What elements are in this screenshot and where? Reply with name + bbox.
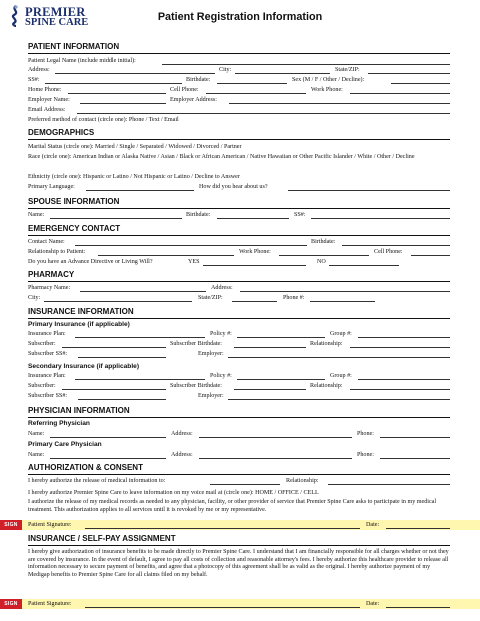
city-label: City: xyxy=(219,67,232,73)
pharmacy-name-field[interactable] xyxy=(80,291,206,292)
secondary-employer-field[interactable] xyxy=(228,399,450,400)
consent-signature-label: Patient Signature: xyxy=(28,522,72,528)
work-phone-label: Work Phone: xyxy=(311,87,343,93)
self-pay-date-label: Date: xyxy=(366,601,380,607)
spouse-name-label: Name: xyxy=(28,212,45,218)
sign-here-tag: SIGN xyxy=(0,599,22,609)
pharmacy-phone-field[interactable] xyxy=(310,301,375,302)
records-release-text: I authorize the release of my medical records as needed to any physician, facility, or other provider of service that Premier Spine Care asks to participate in my medical treatment. This authorization applies to all services until it is revoked by me or my representative. xyxy=(28,499,437,513)
sex-field[interactable] xyxy=(391,83,450,84)
employer-name-label: Employer Name: xyxy=(28,97,70,103)
cell-phone-field[interactable] xyxy=(206,93,306,94)
advance-directive-question: Do you have an Advance Directive or Living Will? xyxy=(28,259,153,265)
secondary-insurance-plan-label: Insurance Plan: xyxy=(28,373,66,379)
release-relationship-label: Relationship: xyxy=(286,478,319,484)
primary-group-field[interactable] xyxy=(358,337,450,338)
page-title: Patient Registration Information xyxy=(157,11,323,23)
section-heading-authorization-consent: AUTHORIZATION & CONSENT xyxy=(28,463,450,475)
consent-signature-field[interactable] xyxy=(85,528,360,529)
secondary-group-field[interactable] xyxy=(358,379,450,380)
spouse-name-field[interactable] xyxy=(50,218,182,219)
advance-directive-yes: YES xyxy=(188,259,200,265)
spouse-ssn-field[interactable] xyxy=(311,218,450,219)
address-field[interactable] xyxy=(55,73,215,74)
secondary-subscriber-field[interactable] xyxy=(62,389,166,390)
secondary-policy-field[interactable] xyxy=(237,379,325,380)
emergency-cell-phone-field[interactable] xyxy=(411,255,450,256)
pharmacy-phone-label: Phone #: xyxy=(283,295,305,301)
referring-physician-heading: Referring Physician xyxy=(28,420,90,427)
birthdate-field[interactable] xyxy=(217,83,287,84)
primary-subscriber-ssn-label: Subscriber SS#: xyxy=(28,351,68,357)
self-pay-signature-label: Patient Signature: xyxy=(28,601,72,607)
consent-date-label: Date: xyxy=(366,522,380,528)
pharmacy-state-zip-field[interactable] xyxy=(232,301,277,302)
primary-subscriber-field[interactable] xyxy=(62,347,166,348)
primary-group-label: Group #: xyxy=(330,331,352,337)
release-relationship-field[interactable] xyxy=(328,484,450,485)
emergency-birthdate-label: Birthdate: xyxy=(311,239,336,245)
release-info-label: I hereby authorize the release of medical information to: xyxy=(28,478,166,484)
email-label: Email Address: xyxy=(28,107,66,113)
employer-address-label: Employer Address: xyxy=(170,97,217,103)
relationship-to-patient-label: Relationship to Patient: xyxy=(28,249,86,255)
emergency-contact-name-field[interactable] xyxy=(75,245,307,246)
primary-care-address-label: Address: xyxy=(171,452,193,458)
advance-directive-no: NO xyxy=(317,259,326,265)
pharmacy-address-label: Address: xyxy=(211,285,233,291)
primary-insurance-heading: Primary Insurance (if applicable) xyxy=(28,321,130,328)
spouse-birthdate-field[interactable] xyxy=(217,218,289,219)
secondary-employer-label: Employer: xyxy=(198,393,224,399)
self-pay-date-field[interactable] xyxy=(386,607,450,608)
work-phone-field[interactable] xyxy=(350,93,450,94)
cell-phone-label: Cell Phone: xyxy=(170,87,199,93)
referring-physician-name-field[interactable] xyxy=(50,437,166,438)
referring-physician-address-field[interactable] xyxy=(199,437,352,438)
home-phone-label: Home Phone: xyxy=(28,87,62,93)
pharmacy-state-zip-label: State/ZIP: xyxy=(198,295,223,301)
primary-subscriber-label: Subscriber: xyxy=(28,341,56,347)
city-field[interactable] xyxy=(235,73,330,74)
sign-here-tag: SIGN xyxy=(0,520,22,530)
marital-status-question[interactable]: Marital Status (circle one): Married / Single / Separated / Widowed / Divorced / Partner xyxy=(28,144,242,150)
section-heading-patient-information: PATIENT INFORMATION xyxy=(28,42,450,54)
secondary-subscriber-ssn-field[interactable] xyxy=(78,399,166,400)
section-heading-physician-information: PHYSICIAN INFORMATION xyxy=(28,406,450,418)
referring-physician-phone-field[interactable] xyxy=(380,437,450,438)
release-info-field[interactable] xyxy=(210,484,280,485)
referring-physician-address-label: Address: xyxy=(171,431,193,437)
self-pay-signature-field[interactable] xyxy=(85,607,360,608)
self-pay-assignment-text: I hereby give authorization of insurance benefits to be made directly to Premier Spine Care. I understand that I am financially responsible for all charges whether or not they are covered by insurance. In the event of default, I agree to pay all costs of collection and reasonable attorney's fees. I hereby authorize this healthcare provider to release all information necessary to secure payment of benefits, and agree that a photocopy of this agreement shall be as valid as the original. I hereby authorize payment of my Medigap benefits to Premier Spine Care for all claims filed on my behalf. xyxy=(28,549,449,578)
referring-physician-name-label: Name: xyxy=(28,431,45,437)
primary-care-phone-field[interactable] xyxy=(380,458,450,459)
referring-physician-phone-label: Phone: xyxy=(357,431,374,437)
pharmacy-city-label: City: xyxy=(28,295,41,301)
emergency-work-phone-field[interactable] xyxy=(279,255,369,256)
primary-employer-field[interactable] xyxy=(228,357,450,358)
secondary-subscriber-birthdate-field[interactable] xyxy=(234,389,306,390)
address-label: Address: xyxy=(28,67,50,73)
emergency-contact-name-label: Contact Name: xyxy=(28,239,65,245)
secondary-policy-label: Policy #: xyxy=(210,373,232,379)
secondary-subscriber-label: Subscriber: xyxy=(28,383,56,389)
ssn-label: SS#: xyxy=(28,77,40,83)
primary-relationship-field[interactable] xyxy=(350,347,450,348)
ethnicity-question[interactable]: Ethnicity (circle one): Hispanic or Latino / Not Hispanic or Latino / Decline to Answer xyxy=(28,174,240,180)
state-zip-field[interactable] xyxy=(368,73,450,74)
secondary-group-label: Group #: xyxy=(330,373,352,379)
section-heading-pharmacy: PHARMACY xyxy=(28,270,450,282)
primary-care-name-label: Name: xyxy=(28,452,45,458)
secondary-insurance-heading: Secondary Insurance (if applicable) xyxy=(28,363,140,370)
primary-relationship-label: Relationship: xyxy=(310,341,343,347)
race-question[interactable]: Race (circle one): American Indian or Alaska Native / Asian / Black or African American / Native Hawaiian or Other Pacific Islander / White / Other / Decline xyxy=(28,154,415,160)
primary-employer-label: Employer: xyxy=(198,351,224,357)
emergency-birthdate-field[interactable] xyxy=(342,245,450,246)
primary-subscriber-birthdate-label: Subscriber Birthdate: xyxy=(170,341,222,347)
primary-language-field[interactable] xyxy=(86,190,194,191)
pharmacy-name-label: Pharmacy Name: xyxy=(28,285,71,291)
legal-name-field[interactable] xyxy=(162,64,450,65)
secondary-insurance-plan-field[interactable] xyxy=(75,379,205,380)
home-phone-field[interactable] xyxy=(68,93,166,94)
email-field[interactable] xyxy=(77,113,450,114)
section-heading-emergency-contact: EMERGENCY CONTACT xyxy=(28,224,450,236)
secondary-subscriber-birthdate-label: Subscriber Birthdate: xyxy=(170,383,222,389)
advance-directive-no-field[interactable] xyxy=(329,265,399,266)
relationship-to-patient-field[interactable] xyxy=(98,255,234,256)
primary-insurance-plan-field[interactable] xyxy=(75,337,205,338)
pharmacy-address-field[interactable] xyxy=(240,291,450,292)
section-heading-spouse-information: SPOUSE INFORMATION xyxy=(28,197,450,209)
spouse-ssn-label: SS#: xyxy=(294,212,306,218)
section-heading-insurance-self-pay: INSURANCE / SELF-PAY ASSIGNMENT xyxy=(28,534,450,546)
emergency-work-phone-label: Work Phone: xyxy=(239,249,271,255)
primary-policy-label: Policy #: xyxy=(210,331,232,337)
primary-subscriber-birthdate-field[interactable] xyxy=(234,347,306,348)
voicemail-authorization[interactable]: I hereby authorize Premier Spine Care to leave information on my voice mail at (circle one): HOME / OFFICE / CELL xyxy=(28,490,319,496)
employer-name-field[interactable] xyxy=(80,103,166,104)
legal-name-label: Patient Legal Name (include middle initial): xyxy=(28,58,136,64)
sex-label: Sex (M / F / Other / Decline): xyxy=(292,77,365,83)
state-zip-label: State/ZIP: xyxy=(335,67,360,73)
secondary-subscriber-ssn-label: Subscriber SS#: xyxy=(28,393,68,399)
ssn-field[interactable] xyxy=(45,83,182,84)
heard-about-us-field[interactable] xyxy=(288,190,450,191)
consent-date-field[interactable] xyxy=(386,528,450,529)
logo-line-1: PREMIER xyxy=(25,5,86,19)
contact-method-question[interactable]: Preferred method of contact (circle one): Phone / Text / Email xyxy=(28,117,179,123)
primary-policy-field[interactable] xyxy=(237,337,325,338)
primary-subscriber-ssn-field[interactable] xyxy=(78,357,166,358)
heard-about-us-label: How did you hear about us? xyxy=(199,184,268,190)
emergency-cell-phone-label: Cell Phone: xyxy=(374,249,403,255)
advance-directive-yes-field[interactable] xyxy=(203,265,306,266)
primary-care-physician-heading: Primary Care Physician xyxy=(28,441,102,448)
primary-language-label: Primary Language: xyxy=(28,184,75,190)
employer-address-field[interactable] xyxy=(229,103,450,104)
spouse-birthdate-label: Birthdate: xyxy=(186,212,211,218)
primary-care-phone-label: Phone: xyxy=(357,452,374,458)
primary-care-name-field[interactable] xyxy=(50,458,166,459)
primary-care-address-field[interactable] xyxy=(199,458,352,459)
birthdate-label: Birthdate: xyxy=(186,77,211,83)
secondary-relationship-field[interactable] xyxy=(350,389,450,390)
primary-insurance-plan-label: Insurance Plan: xyxy=(28,331,66,337)
pharmacy-city-field[interactable] xyxy=(44,301,192,302)
secondary-relationship-label: Relationship: xyxy=(310,383,343,389)
section-heading-insurance-information: INSURANCE INFORMATION xyxy=(28,307,450,319)
section-heading-demographics: DEMOGRAPHICS xyxy=(28,128,450,140)
logo-line-2: SPINE CARE xyxy=(25,17,89,28)
